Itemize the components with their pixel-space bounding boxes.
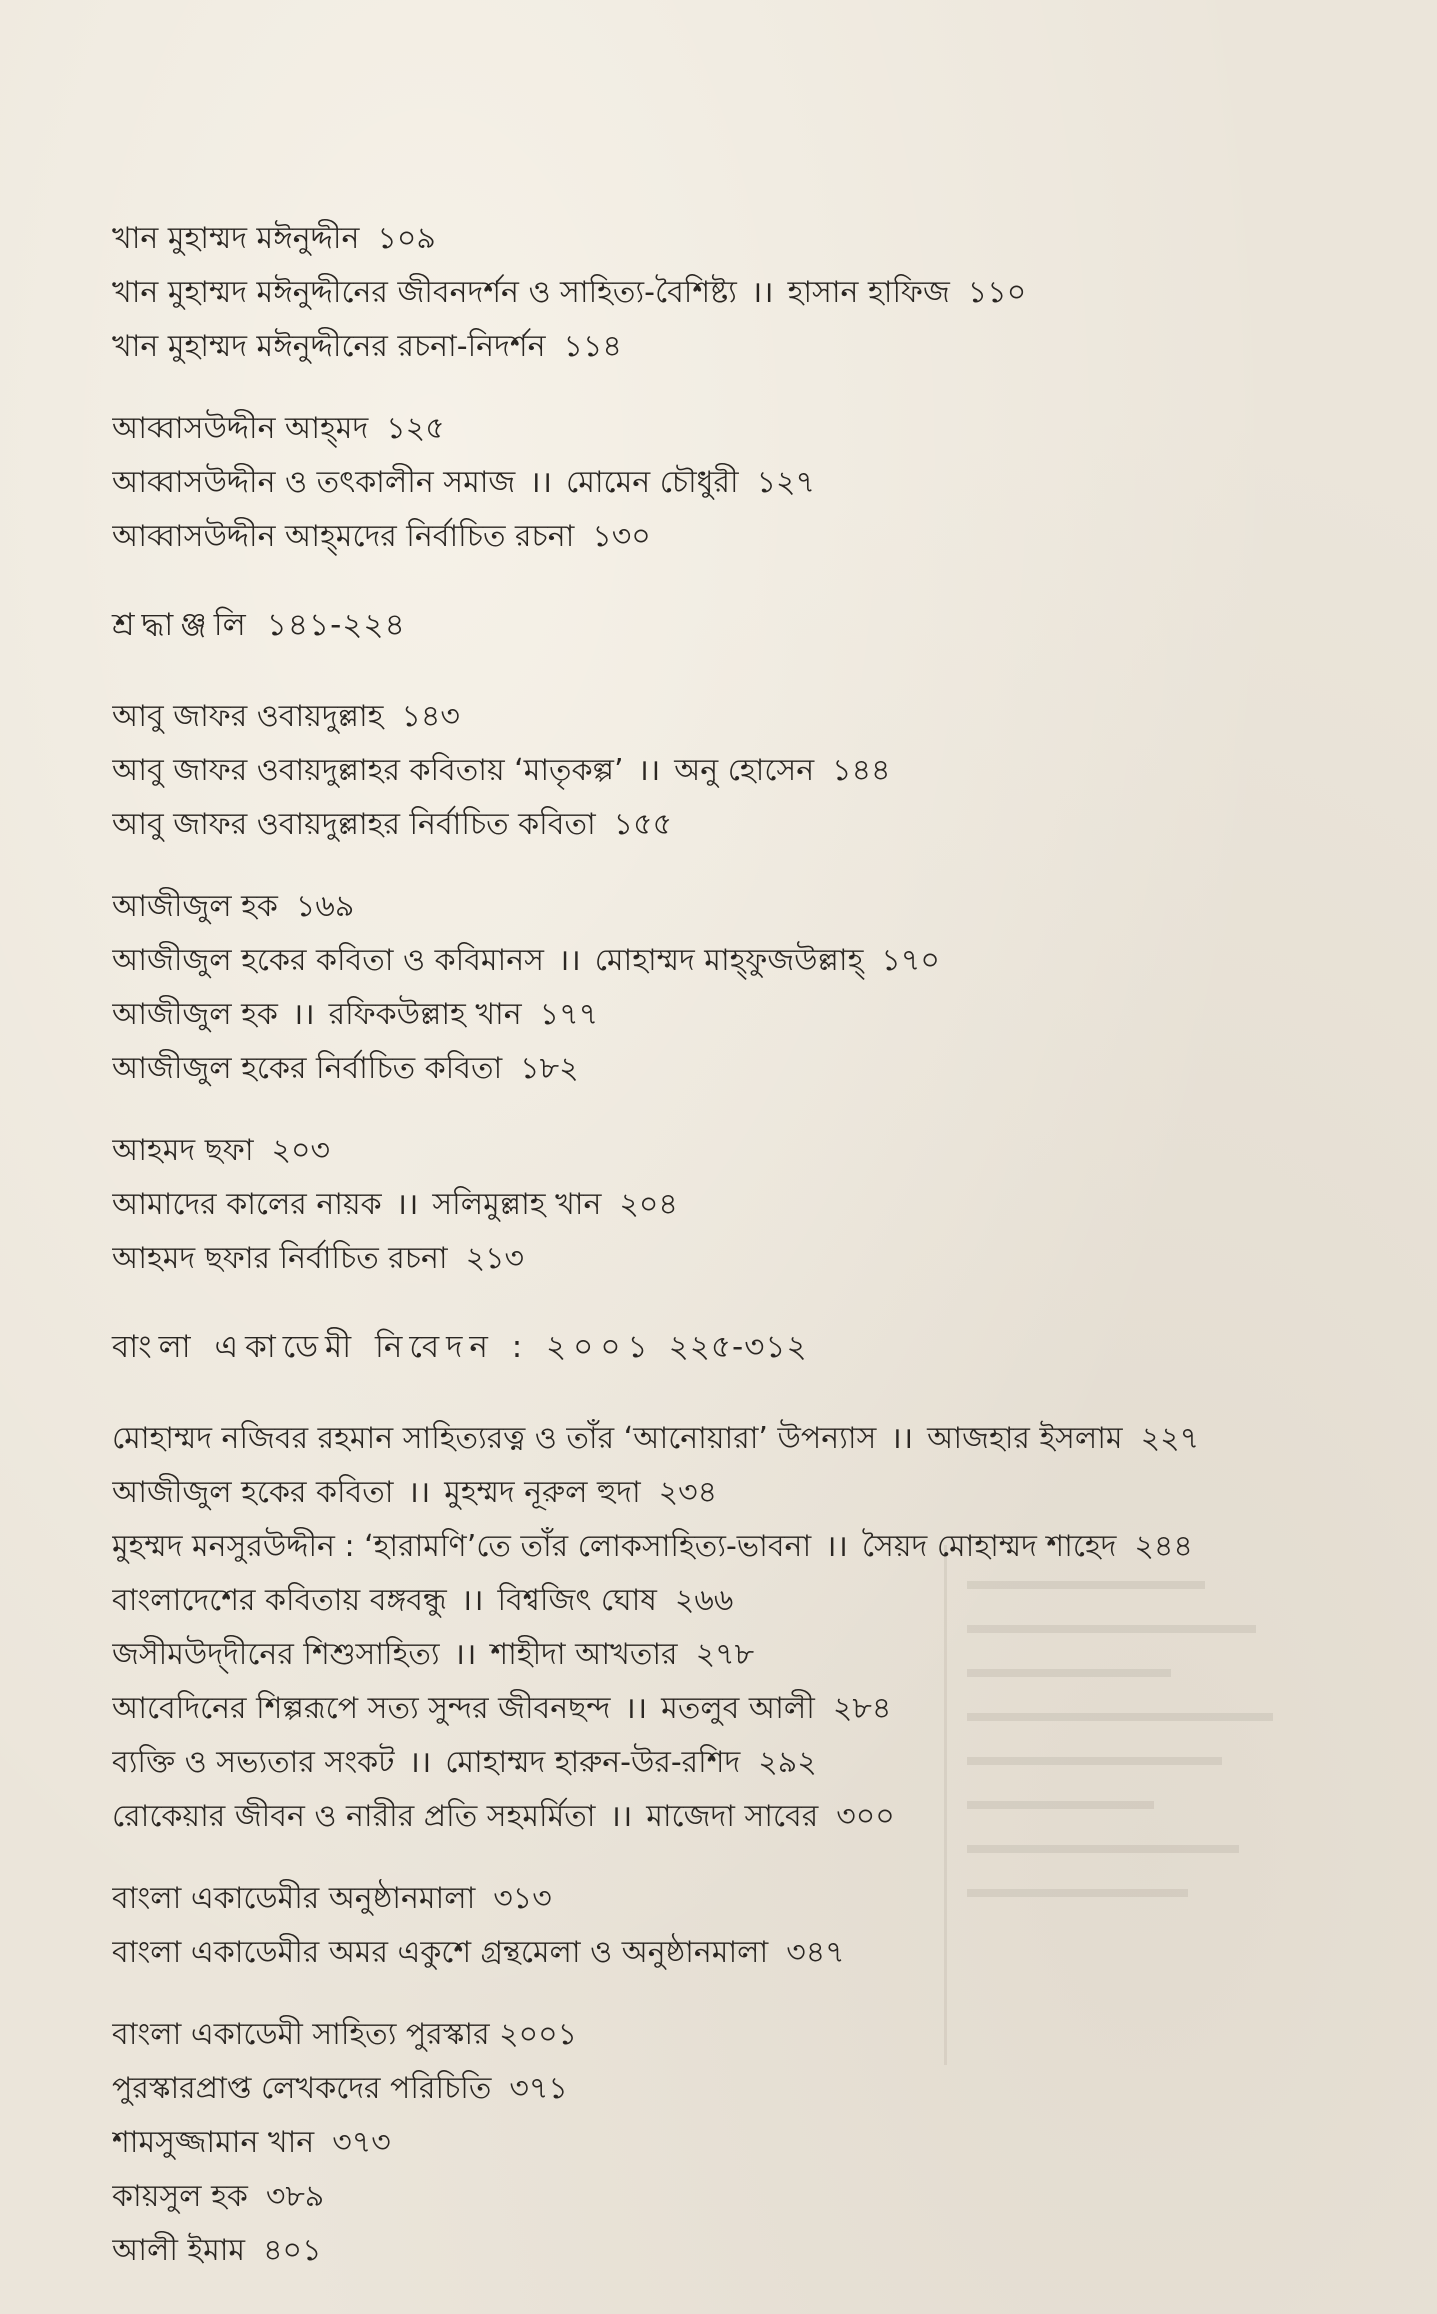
entry-author: সলিমুল্লাহ খান xyxy=(432,1187,602,1222)
toc-entry[interactable] xyxy=(112,1042,1402,1096)
entry-group xyxy=(112,690,1402,852)
toc-entry[interactable] xyxy=(112,1466,1402,1520)
entry-page-number: ২৪৪ xyxy=(1134,1529,1193,1564)
section-heading xyxy=(112,598,1402,652)
toc-entry[interactable] xyxy=(112,1682,1402,1736)
toc-entry[interactable] xyxy=(112,1124,1402,1178)
entry-separator: ।। xyxy=(637,753,661,788)
entry-page-number: ৩৮৯ xyxy=(265,2179,325,2214)
entry-title: আবু জাফর ওবায়দুল্লাহর কবিতায় ‘মাতৃকল্প’ xyxy=(112,753,624,788)
toc-entry[interactable] xyxy=(112,320,1402,374)
entry-page-number: ৩১৩ xyxy=(493,1881,552,1916)
entry-title: খান মুহাম্মদ মঈনুদ্দীনের রচনা-নিদর্শন xyxy=(112,329,546,364)
entry-separator: ।। xyxy=(609,1799,633,1834)
entry-title: পুরস্কারপ্রাপ্ত লেখকদের পরিচিতি xyxy=(112,2071,492,2106)
entry-author: আজহার ইসলাম xyxy=(927,1421,1123,1456)
entry-page-number: ১৪৪ xyxy=(832,753,891,788)
entry-page-number: ১৭০ xyxy=(881,943,940,978)
entry-separator: ।। xyxy=(407,1475,431,1510)
toc-entry[interactable] xyxy=(112,456,1402,510)
entry-group xyxy=(112,1412,1402,1844)
toc-entry[interactable] xyxy=(112,2116,1402,2170)
entry-page-number: ২০৩ xyxy=(271,1133,331,1168)
entry-separator: ।। xyxy=(395,1187,419,1222)
section-page-range: ২২৫-৩১২ xyxy=(668,1329,808,1365)
entry-page-number: ১৫৫ xyxy=(613,807,673,842)
section-heading xyxy=(112,1320,1402,1374)
toc-entry[interactable] xyxy=(112,2170,1402,2224)
entry-author: মোহাম্মদ মাহ্‌ফুজউল্লাহ্ xyxy=(594,943,864,978)
toc-entry[interactable] xyxy=(112,1412,1402,1466)
entry-page-number: ১৮২ xyxy=(520,1051,579,1086)
toc-entry[interactable] xyxy=(112,212,1402,266)
entry-author: বিশ্বজিৎ ঘোষ xyxy=(497,1583,657,1618)
entry-title: আবু জাফর ওবায়দুল্লাহর নির্বাচিত কবিতা xyxy=(112,807,596,842)
entry-group xyxy=(112,402,1402,564)
entry-separator: ।। xyxy=(453,1637,477,1672)
toc-entry[interactable] xyxy=(112,402,1402,456)
entry-separator: ।। xyxy=(557,943,581,978)
entry-separator: ।। xyxy=(825,1529,848,1564)
entry-title: আমাদের কালের নায়ক xyxy=(112,1187,382,1222)
entry-author: মোহাম্মদ হারুন-উর-রশিদ xyxy=(445,1745,741,1780)
entry-separator: ।। xyxy=(624,1691,648,1726)
entry-page-number: ১১৪ xyxy=(563,329,622,364)
entry-group xyxy=(112,1124,1402,1286)
toc-entry[interactable] xyxy=(112,988,1402,1042)
entry-title: আব্বাসউদ্দীন আহ্‌মদ xyxy=(112,411,369,446)
entry-page-number: ২৬৬ xyxy=(674,1583,734,1618)
entry-title: জসীমউদ্‌দীনের শিশুসাহিত্য xyxy=(112,1637,440,1672)
entry-separator: ।। xyxy=(460,1583,484,1618)
entry-page-number: ১৬৯ xyxy=(295,889,355,924)
entry-page-number: ১৭৭ xyxy=(539,997,599,1032)
entry-author: হাসান হাফিজ xyxy=(787,275,950,310)
toc-entry[interactable] xyxy=(112,1574,1402,1628)
section-page-range: ১৪১-২২৪ xyxy=(266,607,406,643)
entry-page-number: ১৩০ xyxy=(592,519,651,554)
entry-page-number: ২৮৪ xyxy=(832,1691,892,1726)
entry-page-number: ৩০০ xyxy=(836,1799,895,1834)
entry-group xyxy=(112,880,1402,1096)
entry-title: আব্বাসউদ্দীন আহ্‌মদের নির্বাচিত রচনা xyxy=(112,519,575,554)
entry-page-number: ৩৭১ xyxy=(509,2071,568,2106)
toc-entry[interactable] xyxy=(112,1872,1402,1926)
entry-title: আব্বাসউদ্দীন ও তৎকালীন সমাজ xyxy=(112,465,516,500)
entry-title: আজীজুল হকের কবিতা xyxy=(112,1475,394,1510)
entry-author: রফিকউল্লাহ খান xyxy=(328,997,522,1032)
entry-separator: ।। xyxy=(750,275,774,310)
entry-page-number: ৩৪৭ xyxy=(786,1935,845,1970)
entry-group xyxy=(112,2008,1402,2278)
entry-page-number: ২২৭ xyxy=(1140,1421,1200,1456)
entry-title: মুহম্মদ মনসুরউদ্দীন : ‘হারামণি’তে তাঁর লোকসাহিত্য-ভাবনা xyxy=(112,1529,812,1564)
toc-entry[interactable] xyxy=(112,2008,1402,2062)
entry-page-number: ১৪৩ xyxy=(401,699,460,734)
entry-page-number: ১২৫ xyxy=(386,411,445,446)
toc-entry[interactable] xyxy=(112,1926,1402,1980)
toc-entry[interactable] xyxy=(112,1232,1402,1286)
entry-group xyxy=(112,1872,1402,1980)
entry-author: সৈয়দ মোহাম্মদ শাহেদ xyxy=(861,1529,1117,1564)
entry-page-number: ২০৪ xyxy=(619,1187,678,1222)
entry-group xyxy=(112,212,1402,374)
toc-entry[interactable] xyxy=(112,1628,1402,1682)
entry-title: আবু জাফর ওবায়দুল্লাহ xyxy=(112,699,384,734)
entry-title: কায়সুল হক xyxy=(112,2179,248,2214)
toc-entry[interactable] xyxy=(112,690,1402,744)
entry-title: খান মুহাম্মদ মঈনুদ্দীনের জীবনদর্শন ও সাহিত্য-বৈশিষ্ট্য xyxy=(112,275,737,310)
toc-entry[interactable] xyxy=(112,1736,1402,1790)
entry-title: মোহাম্মদ নজিবর রহমান সাহিত্যরত্ন ও তাঁর ‘আনোয়ারা’ উপন্যাস xyxy=(112,1421,877,1456)
entry-title: বাংলা একাডেমীর অনুষ্ঠানমালা xyxy=(112,1881,476,1916)
entry-page-number: ২৩৪ xyxy=(658,1475,718,1510)
entry-page-number: ১০৯ xyxy=(377,221,436,256)
table-of-contents xyxy=(112,212,1402,2306)
entry-title: আহমদ ছফা xyxy=(112,1133,254,1168)
section-title: বাংলা একাডেমী নিবেদন : ২০০১ xyxy=(112,1329,655,1365)
entry-author: শাহীদা আখতার xyxy=(490,1637,678,1672)
entry-page-number: ৩৭৩ xyxy=(332,2125,391,2160)
section-title: শ্রদ্ধাঞ্জলি xyxy=(112,607,253,643)
entry-title: বাংলাদেশের কবিতায় বঙ্গবন্ধু xyxy=(112,1583,447,1618)
toc-entry[interactable] xyxy=(112,1178,1402,1232)
entry-title: রোকেয়ার জীবন ও নারীর প্রতি সহমর্মিতা xyxy=(112,1799,596,1834)
entry-title: আজীজুল হকের কবিতা ও কবিমানস xyxy=(112,943,544,978)
toc-entry[interactable] xyxy=(112,934,1402,988)
entry-page-number: ২৭৮ xyxy=(695,1637,755,1672)
entry-page-number: ২৯২ xyxy=(758,1745,817,1780)
entry-separator: ।। xyxy=(408,1745,432,1780)
entry-title: আজীজুল হকের নির্বাচিত কবিতা xyxy=(112,1051,503,1086)
toc-entry[interactable] xyxy=(112,266,1402,320)
entry-title: আলী ইমাম xyxy=(112,2233,246,2268)
entry-author: মাজেদা সাবের xyxy=(646,1799,819,1834)
entry-title: আজীজুল হক xyxy=(112,997,278,1032)
entry-separator: ।। xyxy=(529,465,553,500)
entry-separator: ।। xyxy=(890,1421,914,1456)
entry-author: মতলুব আলী xyxy=(661,1691,815,1726)
entry-title: আহমদ ছফার নির্বাচিত রচনা xyxy=(112,1241,448,1276)
entry-author: মুহম্মদ নূরুল হুদা xyxy=(444,1475,641,1510)
entry-title: আবেদিনের শিল্পরূপে সত্য সুন্দর জীবনছন্দ xyxy=(112,1691,611,1726)
entry-title: বাংলা একাডেমী সাহিত্য পুরস্কার ২০০১ xyxy=(112,2017,578,2052)
entry-title: ব্যক্তি ও সভ্যতার সংকট xyxy=(112,1745,395,1780)
entry-page-number: ১১০ xyxy=(967,275,1027,310)
toc-entry[interactable] xyxy=(112,1520,1402,1574)
entry-page-number: ৪০১ xyxy=(263,2233,322,2268)
toc-entry[interactable] xyxy=(112,744,1402,798)
toc-entry[interactable] xyxy=(112,798,1402,852)
toc-entry[interactable] xyxy=(112,2062,1402,2116)
entry-title: আজীজুল হক xyxy=(112,889,278,924)
entry-author: মোমেন চৌধুরী xyxy=(566,465,739,500)
toc-entry[interactable] xyxy=(112,880,1402,934)
entry-page-number: ২১৩ xyxy=(465,1241,525,1276)
toc-entry[interactable] xyxy=(112,510,1402,564)
entry-page-number: ১২৭ xyxy=(756,465,816,500)
toc-entry[interactable] xyxy=(112,2224,1402,2278)
entry-title: শামসুজ্জামান খান xyxy=(112,2125,315,2160)
entry-title: খান মুহাম্মদ মঈনুদ্দীন xyxy=(112,221,360,256)
entry-title: বাংলা একাডেমীর অমর একুশে গ্রন্থমেলা ও অনুষ্ঠানমালা xyxy=(112,1935,769,1970)
entry-separator: ।। xyxy=(291,997,315,1032)
toc-entry[interactable] xyxy=(112,1790,1402,1844)
entry-author: অনু হোসেন xyxy=(674,753,815,788)
